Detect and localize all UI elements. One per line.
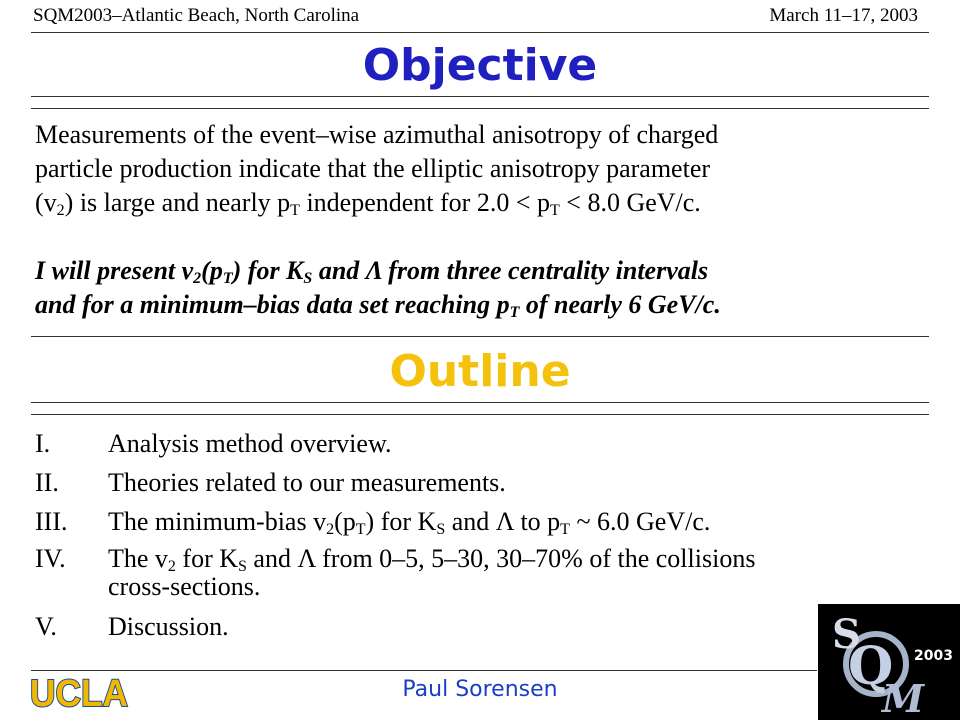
objective-statement-line-1: I will present $v_2(p_T)$ for $K_S$ and Λ from three centrality intervals — [35, 256, 709, 287]
outline-item-text: Theories related to our measurements. — [108, 468, 506, 497]
outline-item-text: Discussion. — [108, 612, 229, 641]
header-date: March 11–17, 2003 — [769, 5, 918, 26]
objective-rule-top-2 — [31, 108, 929, 109]
sqm-logo — [818, 604, 960, 720]
outline-item-number: I. — [35, 429, 51, 458]
objective-statement — [35, 254, 915, 322]
svg-text:S: S — [832, 611, 861, 658]
objective-paragraph — [35, 118, 915, 220]
outline-item-text: The $v_2$ for $K_S$ and Λ from 0–5, 5–30, 30–70% of the collisions cross-sections. — [108, 544, 756, 601]
outline-item — [35, 467, 915, 499]
outline-title: Outline — [389, 346, 571, 397]
outline-rule-2 — [31, 414, 929, 415]
outline-list — [35, 428, 915, 650]
svg-text:UCLA: UCLA — [30, 673, 128, 712]
header-rule — [31, 32, 929, 33]
objective-rule-top — [31, 96, 929, 97]
objective-line-1: Measurements of the event–wise azimuthal anisotropy of charged — [35, 120, 719, 149]
objective-title: Objective — [362, 40, 598, 91]
svg-text:2003: 2003 — [914, 648, 953, 664]
outline-item-text: The minimum-bias $v_2(p_T)$ for $K_S$ and Λ to $p_T$ ~ 6.0 GeV/c. — [108, 507, 711, 538]
objective-line-2: particle production indicate that the elliptic anisotropy parameter — [35, 154, 711, 183]
outline-item — [35, 545, 915, 601]
outline-item-number: IV. — [35, 544, 66, 573]
svg-text:M: M — [882, 676, 925, 720]
svg-text:Q: Q — [848, 636, 894, 697]
header-conference: SQM2003–Atlantic Beach, North Carolina — [33, 5, 360, 26]
objective-line-3: $(v_2)$ is large and nearly $p_T$ independent for $2.0 < p_T < 8.0$ GeV/c. — [35, 188, 701, 219]
outline-item-number: V. — [35, 612, 57, 641]
outline-item-number: III. — [35, 507, 68, 536]
outline-item — [35, 506, 915, 538]
footer-rule — [31, 670, 817, 671]
outline-item-text: Analysis method overview. — [108, 429, 392, 458]
outline-rule-1 — [31, 402, 929, 403]
outline-item-number: II. — [35, 468, 59, 497]
outline-item — [35, 611, 915, 643]
objective-statement-line-2: and for a minimum–bias data set reaching $p_T$ of nearly 6 GeV/c. — [35, 290, 721, 321]
outline-rule-top — [31, 336, 929, 337]
outline-item — [35, 428, 915, 460]
presenter-name: Paul Sorensen — [402, 677, 558, 702]
